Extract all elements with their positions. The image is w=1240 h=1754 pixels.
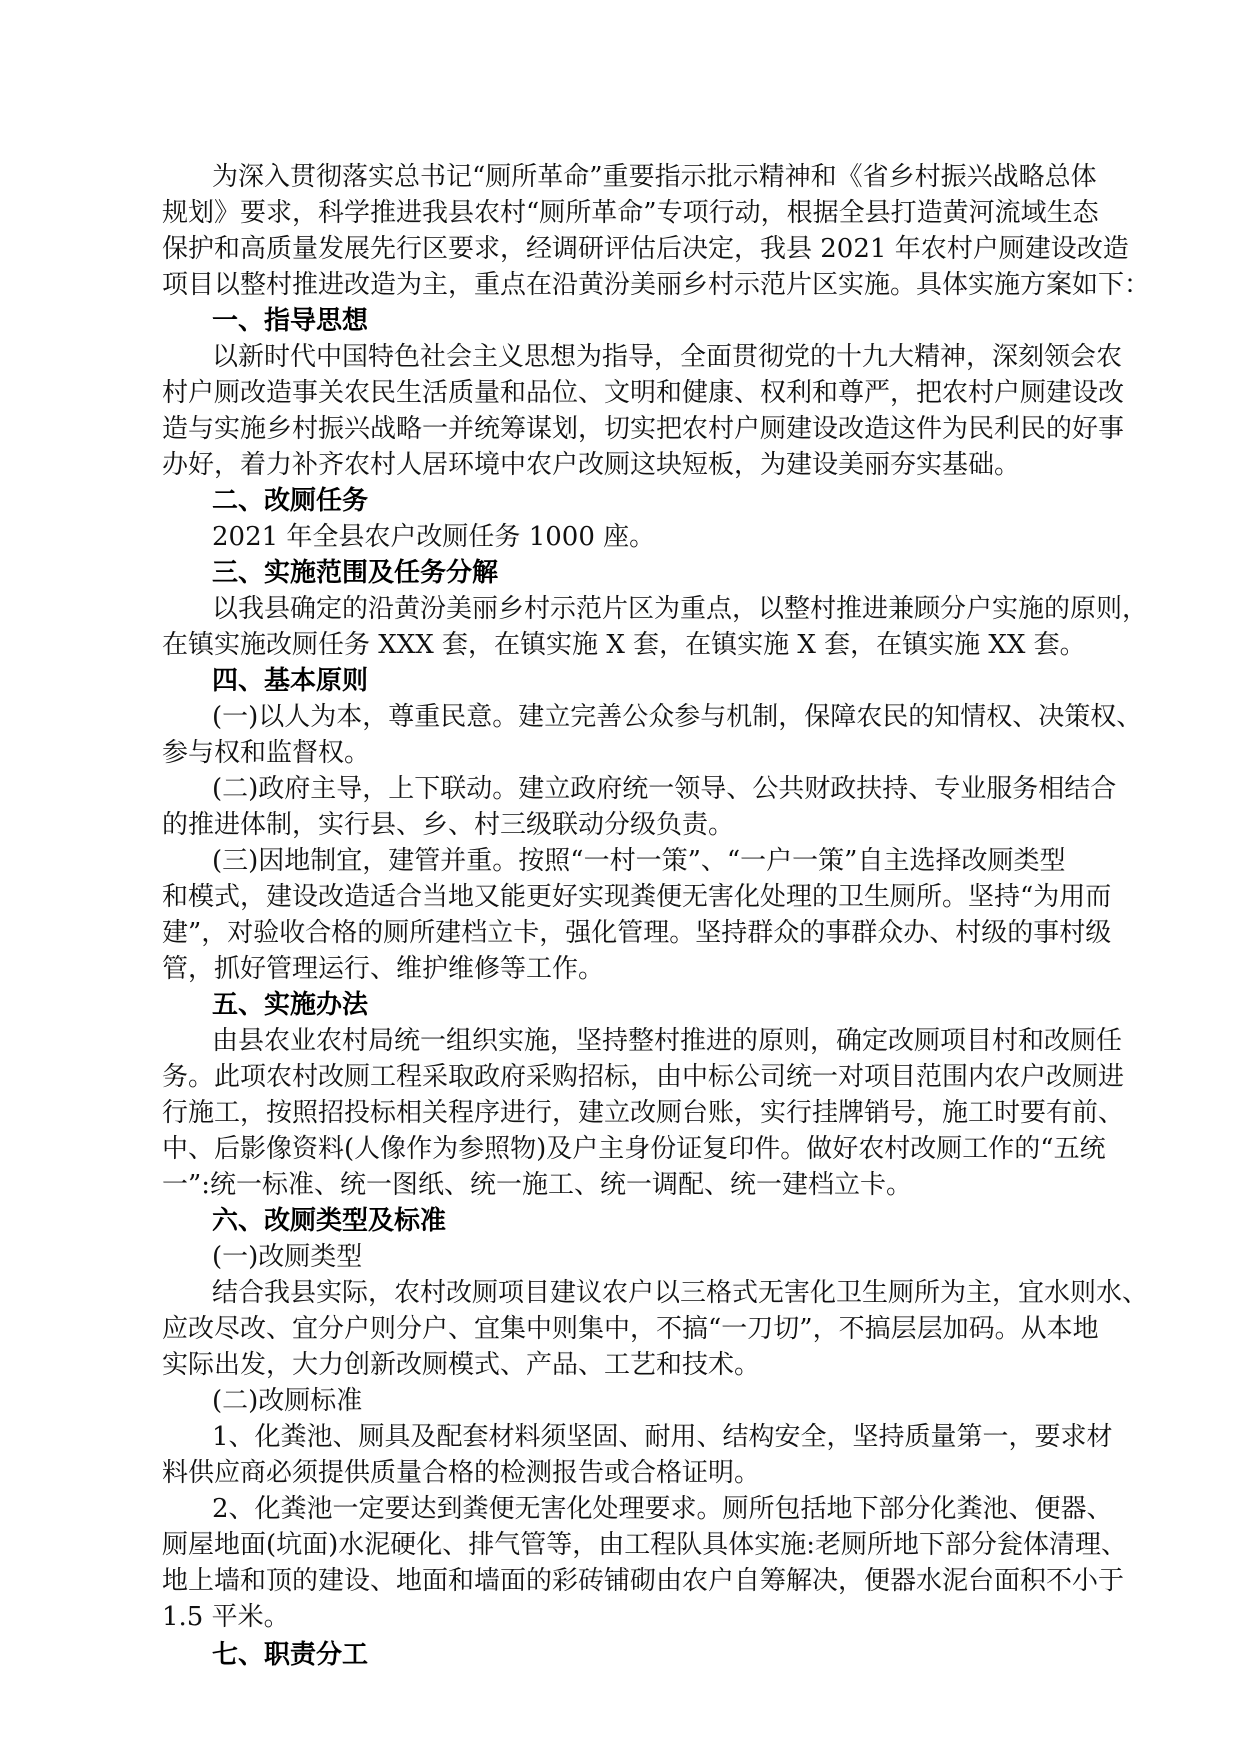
paragraph-line: 1、化粪池、厕具及配套材料须坚固、耐用、结构安全，坚持质量第一，要求材 bbox=[212, 1422, 1113, 1452]
paragraph-line: 一”:统一标准、统一图纸、统一施工、统一调配、统一建档立卡。 bbox=[162, 1170, 913, 1200]
section-heading-tasks: 二、改厕任务 bbox=[212, 486, 369, 516]
paragraph-line: 应改尽改、宜分户则分户、宜集中则集中，不搞“一刀切”，不搞层层加码。从本地 bbox=[162, 1314, 1099, 1344]
paragraph-line: 务。此项农村改厕工程采取政府采购招标，由中标公司统一对项目范围内农户改厕进 bbox=[162, 1062, 1125, 1092]
paragraph-line: 建”，对验收合格的厕所建档立卡，强化管理。坚持群众的事群众办、村级的事村级 bbox=[162, 918, 1112, 948]
paragraph-line: (一)以人为本，尊重民意。建立完善公众参与机制，保障农民的知情权、决策权、 bbox=[212, 702, 1143, 732]
paragraph-line: 在镇实施改厕任务 XXX 套，在镇实施 X 套，在镇实施 X 套，在镇实施 XX 套。 bbox=[162, 630, 1086, 660]
section-heading-guiding-ideology: 一、指导思想 bbox=[212, 306, 369, 336]
paragraph-line: 料供应商必须提供质量合格的检测报告或合格证明。 bbox=[162, 1458, 761, 1488]
paragraph-line: 造与实施乡村振兴战略一并统筹谋划，切实把农村户厕建设改造这件为民利民的好事 bbox=[162, 414, 1125, 444]
paragraph-line: 行施工，按照招投标相关程序进行，建立改厕台账，实行挂牌销号，施工时要有前、 bbox=[162, 1098, 1125, 1128]
subsection-heading: (二)改厕标准 bbox=[212, 1386, 363, 1416]
paragraph-line: 以新时代中国特色社会主义思想为指导，全面贯彻党的十九大精神，深刻领会农 bbox=[212, 342, 1123, 372]
section-heading-principles: 四、基本原则 bbox=[212, 666, 369, 696]
paragraph-line: 以我县确定的沿黄汾美丽乡村示范片区为重点，以整村推进兼顾分户实施的原则， bbox=[212, 594, 1149, 624]
section-heading-responsibilities: 七、职责分工 bbox=[212, 1640, 369, 1670]
section-heading-methods: 五、实施办法 bbox=[212, 990, 369, 1020]
paragraph-line: 村户厕改造事关农民生活质量和品位、文明和健康、权利和尊严，把农村户厕建设改 bbox=[162, 378, 1125, 408]
paragraph-line: 中、后影像资料(人像作为参照物)及户主身份证复印件。做好农村改厕工作的“五统 bbox=[162, 1134, 1106, 1164]
paragraph-line: 的推进体制，实行县、乡、村三级联动分级负责。 bbox=[162, 810, 735, 840]
paragraph-line: 1.5 平米。 bbox=[162, 1602, 290, 1632]
paragraph-line: 由县农业农村局统一组织实施，坚持整村推进的原则，确定改厕项目村和改厕任 bbox=[212, 1026, 1123, 1056]
paragraph-line: 参与权和监督权。 bbox=[162, 738, 371, 768]
paragraph-line: 地上墙和顶的建设、地面和墙面的彩砖铺砌由农户自筹解决，便器水泥台面积不小于 bbox=[162, 1566, 1125, 1596]
paragraph-line: 2、化粪池一定要达到粪便无害化处理要求。厕所包括地下部分化粪池、便器、 bbox=[212, 1494, 1113, 1524]
section-heading-scope: 三、实施范围及任务分解 bbox=[212, 558, 499, 588]
paragraph-line: 厕屋地面(坑面)水泥硬化、排气管等，由工程队具体实施:老厕所地下部分瓮体清理、 bbox=[162, 1530, 1128, 1560]
intro-paragraph-line: 项目以整村推进改造为主，重点在沿黄汾美丽乡村示范片区实施。具体实施方案如下： bbox=[162, 270, 1151, 300]
paragraph-line: 实际出发，大力创新改厕模式、产品、工艺和技术。 bbox=[162, 1350, 761, 1380]
paragraph-line: 办好，着力补齐农村人居环境中农户改厕这块短板，为建设美丽夯实基础。 bbox=[162, 450, 1021, 480]
paragraph-line: 结合我县实际，农村改厕项目建议农户以三格式无害化卫生厕所为主，宜水则水、 bbox=[212, 1278, 1149, 1308]
paragraph-line: 2021 年全县农户改厕任务 1000 座。 bbox=[212, 522, 656, 552]
intro-paragraph-line: 规划》要求，科学推进我县农村“厕所革命”专项行动，根据全县打造黄河流域生态 bbox=[162, 198, 1099, 228]
paragraph-line: 和模式，建设改造适合当地又能更好实现粪便无害化处理的卫生厕所。坚持“为用而 bbox=[162, 882, 1112, 912]
intro-paragraph-line: 为深入贯彻落实总书记“厕所革命”重要指示批示精神和《省乡村振兴战略总体 bbox=[212, 162, 1097, 192]
paragraph-line: (三)因地制宜，建管并重。按照“一村一策”、“一户一策”自主选择改厕类型 bbox=[212, 846, 1066, 876]
intro-paragraph-line: 保护和高质量发展先行区要求，经调研评估后决定，我县 2021 年农村户厕建设改造 bbox=[162, 234, 1129, 264]
paragraph-line: 管，抓好管理运行、维护维修等工作。 bbox=[162, 954, 605, 984]
section-heading-types-standards: 六、改厕类型及标准 bbox=[212, 1206, 447, 1236]
paragraph-line: (二)政府主导，上下联动。建立政府统一领导、公共财政扶持、专业服务相结合 bbox=[212, 774, 1117, 804]
subsection-heading: (一)改厕类型 bbox=[212, 1242, 363, 1272]
